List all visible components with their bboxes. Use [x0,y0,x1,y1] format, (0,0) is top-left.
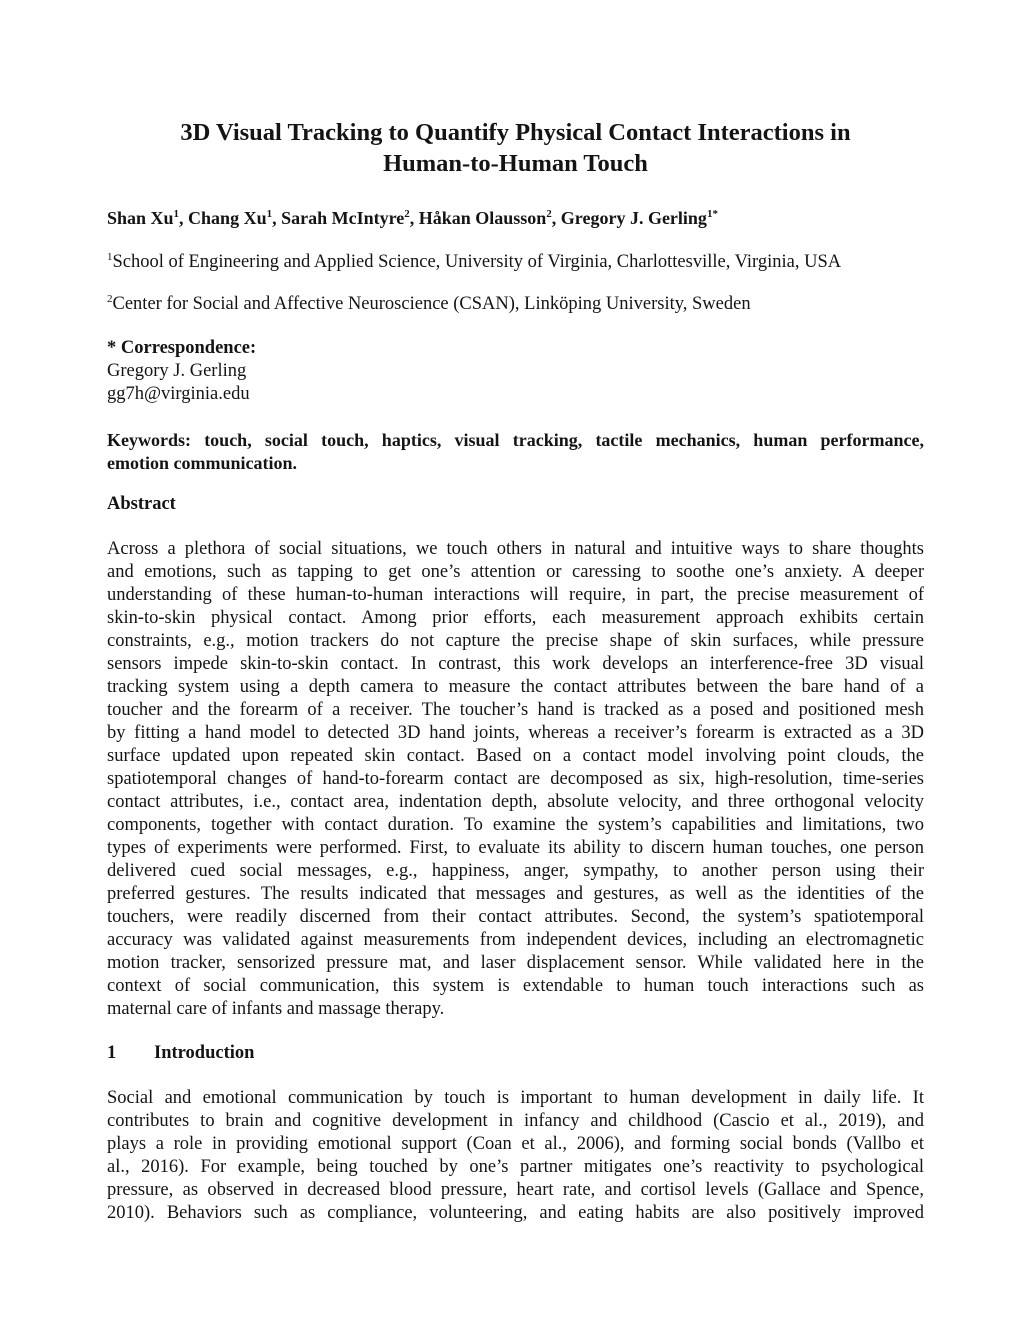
paper-title [107,117,924,179]
introduction-heading [107,1041,254,1065]
author: Håkan Olausson [418,208,547,228]
text-line: al., 2016). For example, being touched by one’s partner mitigates one’s reactivity to psychological [107,1157,924,1177]
text-line: toucher and the forearm of a receiver. The toucher’s hand is tracked as a posed and positioned mesh [107,700,924,720]
text-line: Across a plethora of social situations, we touch others in natural and intuitive ways to share thoughts [107,539,924,559]
text-line: contributes to brain and cognitive development in infancy and childhood (Cascio et al., 2019), and [107,1111,924,1131]
text-line: pressure, as observed in decreased blood pressure, heart rate, and cortisol levels (Gallace and Spence, [107,1180,924,1200]
text-line: preferred gestures. The results indicated that messages and gestures, as well as the identities of the [107,884,924,904]
author-affiliation-mark: 2 [546,208,552,220]
author: Sarah McIntyre [281,208,405,228]
correspondence-block [107,337,256,406]
author-affiliation-mark: 1* [706,208,718,220]
affiliation-1 [107,250,841,274]
author-affiliation-mark: 2 [404,208,410,220]
text-line: motion tracker, sensorized pressure mat, and laser displacement sensor. While validated here in the [107,953,924,973]
text-line: 2010). Behaviors such as compliance, volunteering, and eating habits are also positively improved [107,1203,924,1223]
section-title: Introduction [154,1043,255,1063]
text-line: skin-to-skin physical contact. Among prior efforts, each measurement approach exhibits certain [107,608,924,628]
text-line: by fitting a hand model to detected 3D hand joints, whereas a receiver’s forearm is extracted as a 3D [107,723,924,743]
text-line: plays a role in providing emotional support (Coan et al., 2006), and forming social bonds (Vallbo et [107,1134,924,1154]
text-line: tracking system using a depth camera to measure the contact attributes between the bare hand of a [107,677,924,697]
text-line: accuracy was validated against measurements from independent devices, including an electromagnetic [107,930,924,950]
introduction-text [107,1087,924,1225]
correspondence-label: * Correspondence: [107,338,257,358]
affiliation-text: Center for Social and Affective Neuroscience (CSAN), Linköping University, Sweden [112,294,751,314]
correspondence-name: Gregory J. Gerling [107,361,247,381]
affiliation-mark: 1 [107,251,113,263]
text-line: contact attributes, i.e., contact area, indentation depth, absolute velocity, and three orthogonal velocity [107,792,924,812]
text-line: maternal care of infants and massage therapy. [107,999,445,1019]
text-line: surface updated upon repeated skin contact. Based on a contact model involving point clouds, the [107,746,924,766]
affiliation-text: School of Engineering and Applied Science, University of Virginia, Charlottesville, Virginia, USA [112,252,842,272]
text-line: constraints, e.g., motion trackers do not capture the precise shape of skin surfaces, while pressure [107,631,924,651]
keywords [107,429,924,475]
author: Chang Xu [188,208,267,228]
affiliation-2 [107,292,751,316]
abstract-text [107,538,924,1021]
text-line: types of experiments were performed. First, to evaluate its ability to discern human touches, one person [107,838,924,858]
author-affiliation-mark: 1 [173,208,180,220]
text-line: sensors impede skin-to-skin contact. In contrast, this work develops an interference-free 3D visual [107,654,924,674]
author: Gregory J. Gerling [560,208,707,228]
correspondence-email[interactable]: gg7h@virginia.edu [107,384,250,404]
text-line: components, together with contact duration. To examine the system’s capabilities and limitations, two [107,815,924,835]
abstract-heading: Abstract [107,494,176,514]
text-line: and emotions, such as tapping to get one’s attention or caressing to soothe one’s anxiety. A deeper [107,562,924,582]
affiliation-mark: 2 [107,293,113,305]
text-line: context of social communication, this system is extendable to human touch interactions such as [107,976,924,996]
keywords-line-2: emotion communication. [107,453,297,473]
keywords-line-1: Keywords: touch, social touch, haptics, visual tracking, tactile mechanics, human performance, [107,430,924,450]
text-line: delivered cued social messages, e.g., happiness, anger, sympathy, to another person using their [107,861,924,881]
author-list: Shan Xu$^1$, Chang Xu$^1$, Sarah McIntyre$^2$, Håkan Olausson$^2$, Gregory J. Gerling$^{1*}$ [107,208,718,228]
text-line: touchers, were readily discerned from their contact attributes. Second, the system’s spatiotemporal [107,907,924,927]
author-affiliation-mark: 1 [266,208,273,220]
section-number: 1 [107,1043,117,1063]
author: Shan Xu [107,208,174,228]
title-line-1: 3D Visual Tracking to Quantify Physical Contact Interactions in [180,119,851,146]
text-line: Social and emotional communication by touch is important to human development in daily life. It [107,1088,924,1108]
text-line: spatiotemporal changes of hand-to-forearm contact are decomposed as six, high-resolution, time-series [107,769,924,789]
text-line: understanding of these human-to-human interactions will require, in part, the precise measurement of [107,585,924,605]
title-line-2: Human-to-Human Touch [383,150,648,177]
